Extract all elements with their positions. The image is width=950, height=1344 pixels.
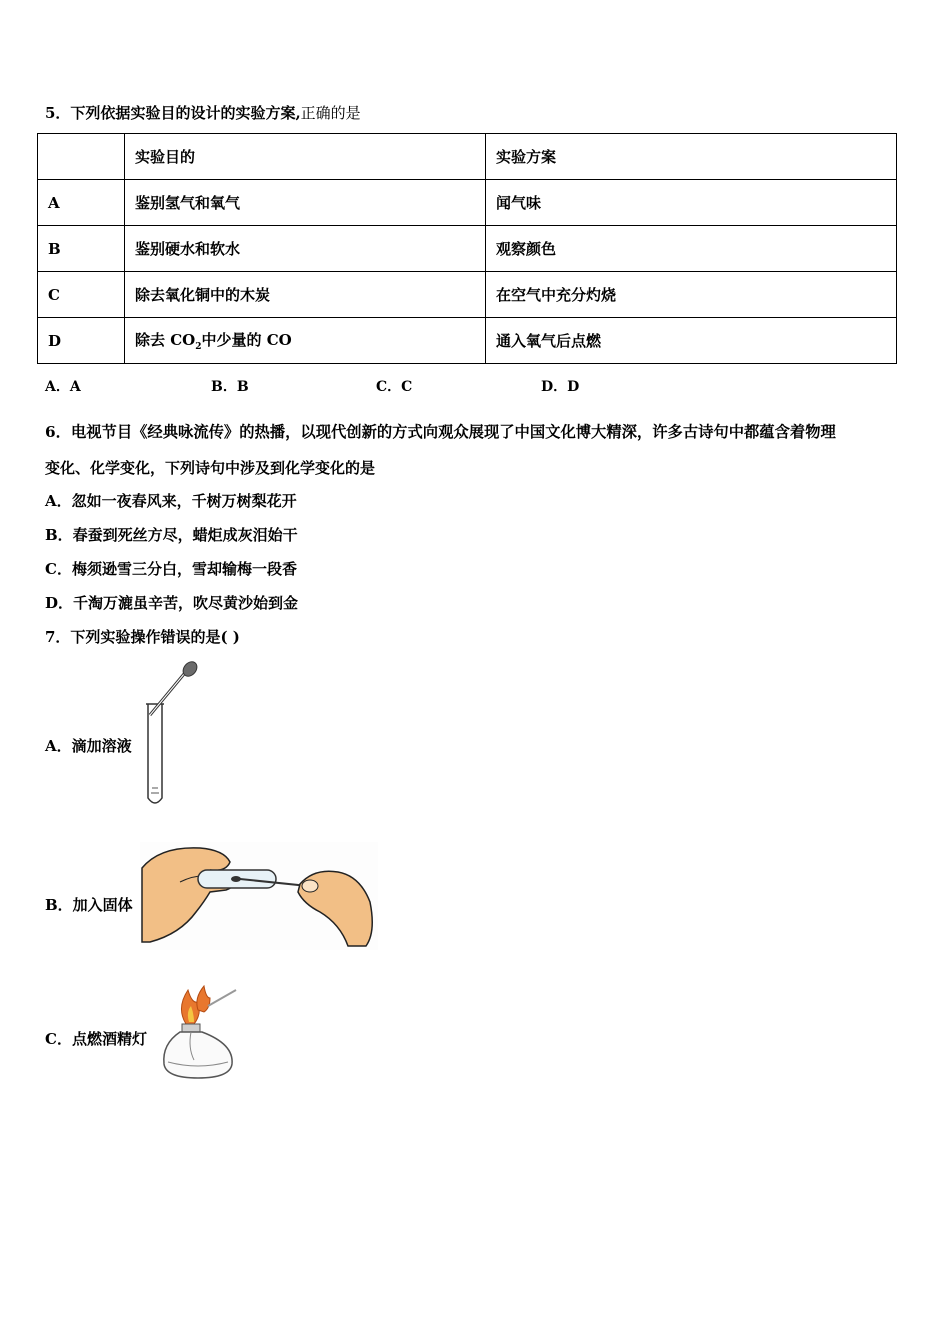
row-plan: 闻气味 [486,180,897,226]
q7-stem: 7．下列实验操作错误的是( ) [45,628,240,646]
row-plan: 在空气中充分灼烧 [486,272,897,318]
q6-stem-line1: 6．电视节目《经典咏流传》的热播，以现代创新的方式向观众展现了中国文化博大精深，许多古诗句中都蕴含着物理 [45,423,836,441]
row-label: C [38,272,125,318]
alcohol-lamp-illustration [158,982,240,1084]
row-goal: 除去 $CO_2$中少量的 CO [125,318,486,364]
row-plan: 观察颜色 [486,226,897,272]
hands-test-tube-illustration [140,842,378,950]
dropper-test-tube-illustration [140,660,210,810]
table-row [38,318,897,364]
q5-table [37,133,897,364]
row-goal: 鉴别硬水和软水 [125,226,486,272]
row-goal: 鉴别氢气和氧气 [125,180,486,226]
q5-answer-c[interactable]: C．C [376,379,413,395]
table-header-row [38,134,897,180]
row-goal: 除去氧化铜中的木炭 [125,272,486,318]
row-label: A [38,180,125,226]
q5-stem-suffix: 正确的是 [300,104,361,122]
table-row [38,272,897,318]
table-header-cell: 实验方案 [486,134,897,180]
q6-stem-line2: 变化、化学变化，下列诗句中涉及到化学变化的是 [45,459,376,477]
q5-answer-a[interactable]: A．A [45,379,81,395]
table-header-cell [38,134,125,180]
q7-option-b[interactable]: B．加入固体 [45,896,133,914]
row-label: B [38,226,125,272]
q6-option-a[interactable]: A．忽如一夜春风来，千树万树梨花开 [45,492,297,510]
q7-option-c[interactable]: C．点燃酒精灯 [45,1030,147,1048]
q7-option-a[interactable]: A．滴加溶液 [45,737,132,755]
row-plan: 通入氧气后点燃 [486,318,897,364]
q5-stem: 5．下列依据实验目的设计的实验方案,正确的是 [45,104,361,122]
row-label: D [38,318,125,364]
table-header-cell: 实验目的 [125,134,486,180]
q6-option-c[interactable]: C．梅须逊雪三分白，雪却输梅一段香 [45,560,297,578]
q5-answer-d[interactable]: D．D [541,379,580,395]
table-row [38,226,897,272]
q6-option-b[interactable]: B．春蚕到死丝方尽，蜡炬成灰泪始干 [45,526,298,544]
table-row [38,180,897,226]
q5-answer-b[interactable]: B．B [211,379,249,395]
q6-option-d[interactable]: D．千淘万漉虽辛苦，吹尽黄沙始到金 [45,594,299,612]
